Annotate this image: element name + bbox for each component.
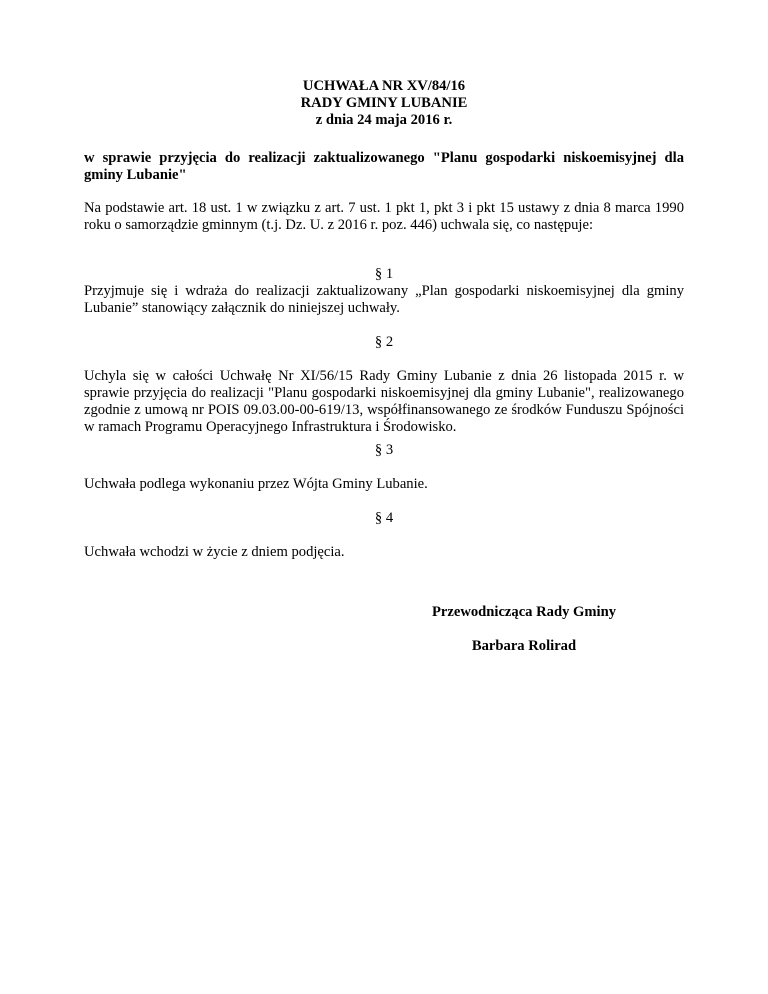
resolution-header [84,78,684,129]
resolution-date: z dnia 24 maja 2016 r. [315,112,453,128]
section-3-mark: § 3 [374,442,394,458]
resolution-title: UCHWAŁA NR XV/84/16 [302,78,466,94]
section-1-text: Przyjmuje się i wdraża do realizacji zaktualizowany „Plan gospodarki niskoemisyjnej dla gminy Lubanie” stanowiący załącznik do niniejszej uchwały. [84,283,684,316]
resolution-subject: w sprawie przyjęcia do realizacji zaktualizowanego "Planu gospodarki niskoemisyjnej dla gminy Lubanie" [84,150,684,183]
section-3-text: Uchwała podlega wykonaniu przez Wójta Gminy Lubanie. [84,476,428,492]
resolution-body: RADY GMINY LUBANIE [300,95,468,111]
signature-name: Barbara Rolirad [471,638,577,654]
section-2-mark: § 2 [374,334,394,350]
section-4-mark: § 4 [374,510,394,526]
section-2-text: Uchyla się w całości Uchwałę Nr XI/56/15 Rady Gminy Lubanie z dnia 26 listopada 2015 r. w sprawie przyjęcia do realizacji "Planu gospodarki niskoemisyjnej dla gminy Lubanie", realizowanego zgodnie z umową nr POIS 09.03.00-00-619/13, współfinansowanego ze środków Funduszu Spójności w ramach Programu Operacyjnego Infrastruktura i Środowisko. [84,368,684,435]
section-1-mark: § 1 [374,266,394,282]
signature-role: Przewodnicząca Rady Gminy [431,604,617,620]
resolution-preamble: Na podstawie art. 18 ust. 1 w związku z art. 7 ust. 1 pkt 1, pkt 3 i pkt 15 ustawy z dnia 8 marca 1990 roku o samorządzie gminnym (t.j. Dz. U. z 2016 r. poz. 446) uchwala się, co następuje: [84,200,684,233]
section-4-text: Uchwała wchodzi w życie z dniem podjęcia. [84,544,345,560]
